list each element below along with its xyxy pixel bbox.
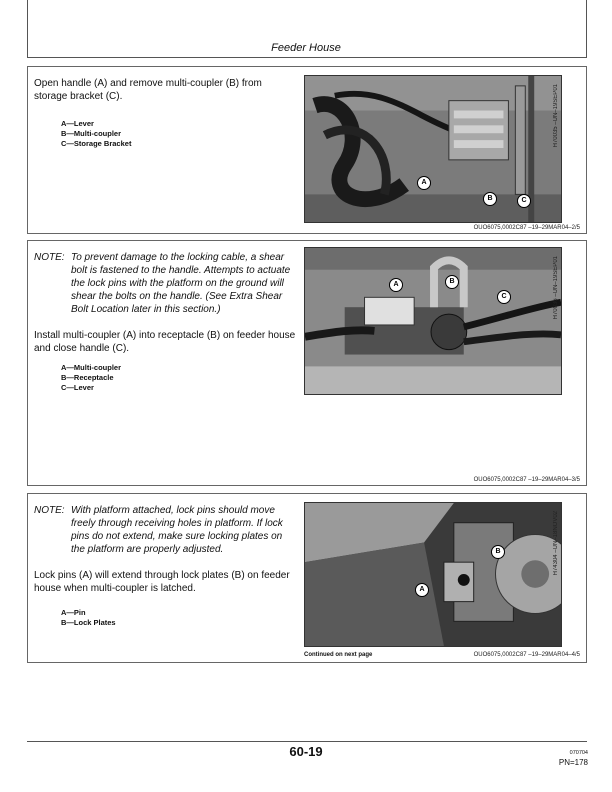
note-label: NOTE: xyxy=(34,252,65,263)
page-number: 60-19 xyxy=(289,744,323,759)
callout-a: A xyxy=(415,583,429,597)
figure-code: H70035 –UN–19SEP01 xyxy=(553,84,559,148)
reference-code: OUO6075,0002C87 –19–29MAR04–3/5 xyxy=(473,477,580,483)
note-text: With platform attached, lock pins should move freely through receiving holes in platform. If lock pins do not extend, make sure locking plates on the platform are properly adjusted. xyxy=(71,505,283,555)
legend-item: A—Multi-coupler xyxy=(61,363,121,372)
header-rule xyxy=(27,57,587,58)
callout-a: A xyxy=(389,278,403,292)
callout-b: B xyxy=(491,545,505,559)
legend-item: C—Storage Bracket xyxy=(61,139,132,148)
section-open-handle xyxy=(27,66,587,234)
note-label: NOTE: xyxy=(34,505,65,516)
figure-code: H74304 –UN–18NOV02 xyxy=(553,511,559,576)
legend-item: A—Lever xyxy=(61,119,94,128)
legend xyxy=(61,363,121,393)
pn-code: PN=178 xyxy=(558,758,588,767)
figure-photo xyxy=(304,502,562,647)
figure-photo xyxy=(304,247,562,395)
continued-note: Continued on next page xyxy=(304,652,373,658)
figure-code: H70036 –UN–19SEP01 xyxy=(553,256,559,320)
date-code: 070704 xyxy=(569,750,588,756)
legend-item: A—Pin xyxy=(61,608,86,617)
legend-item: B—Multi-coupler xyxy=(61,129,121,138)
page-header: Feeder House xyxy=(271,42,341,54)
note xyxy=(34,251,296,316)
reference-code: OUO6075,0002C87 –19–29MAR04–4/5 xyxy=(473,652,580,658)
legend-item: B—Receptacle xyxy=(61,373,114,382)
footer-rule xyxy=(27,741,587,742)
figure-photo xyxy=(304,75,562,223)
callout-b: B xyxy=(483,192,497,206)
instruction-text: Install multi-coupler (A) into receptacle (B) on feeder house and close handle (C). xyxy=(34,330,296,354)
section-text xyxy=(34,251,296,355)
note xyxy=(34,504,296,556)
callout-b: B xyxy=(445,275,459,289)
reference-code: OUO6075,0002C87 –19–29MAR04–2/5 xyxy=(473,225,580,231)
section-install-coupler xyxy=(27,240,587,486)
section-text xyxy=(34,504,296,595)
callout-a: A xyxy=(417,176,431,190)
legend xyxy=(61,119,131,149)
section-lock-pins xyxy=(27,493,587,663)
note-text: To prevent damage to the locking cable, a shear bolt is fastened to the handle. Attempts to actuate the lock pins with the platform on the ground will shear the bolts on the handle. (See Extra Shear Bolt Location later in this section.) xyxy=(71,252,291,315)
callout-c: C xyxy=(517,194,531,208)
callout-c: C xyxy=(497,290,511,304)
section-text xyxy=(34,77,296,103)
instruction-text: Lock pins (A) will extend through lock plates (B) on feeder house when multi-coupler is latched. xyxy=(34,570,290,594)
legend-item: B—Lock Plates xyxy=(61,618,116,627)
lock-pin-photo xyxy=(305,503,561,646)
instruction-text: Open handle (A) and remove multi-coupler (B) from storage bracket (C). xyxy=(34,78,262,102)
legend-item: C—Lever xyxy=(61,383,94,392)
coupler-receptacle-photo xyxy=(305,248,561,394)
legend xyxy=(61,608,116,628)
